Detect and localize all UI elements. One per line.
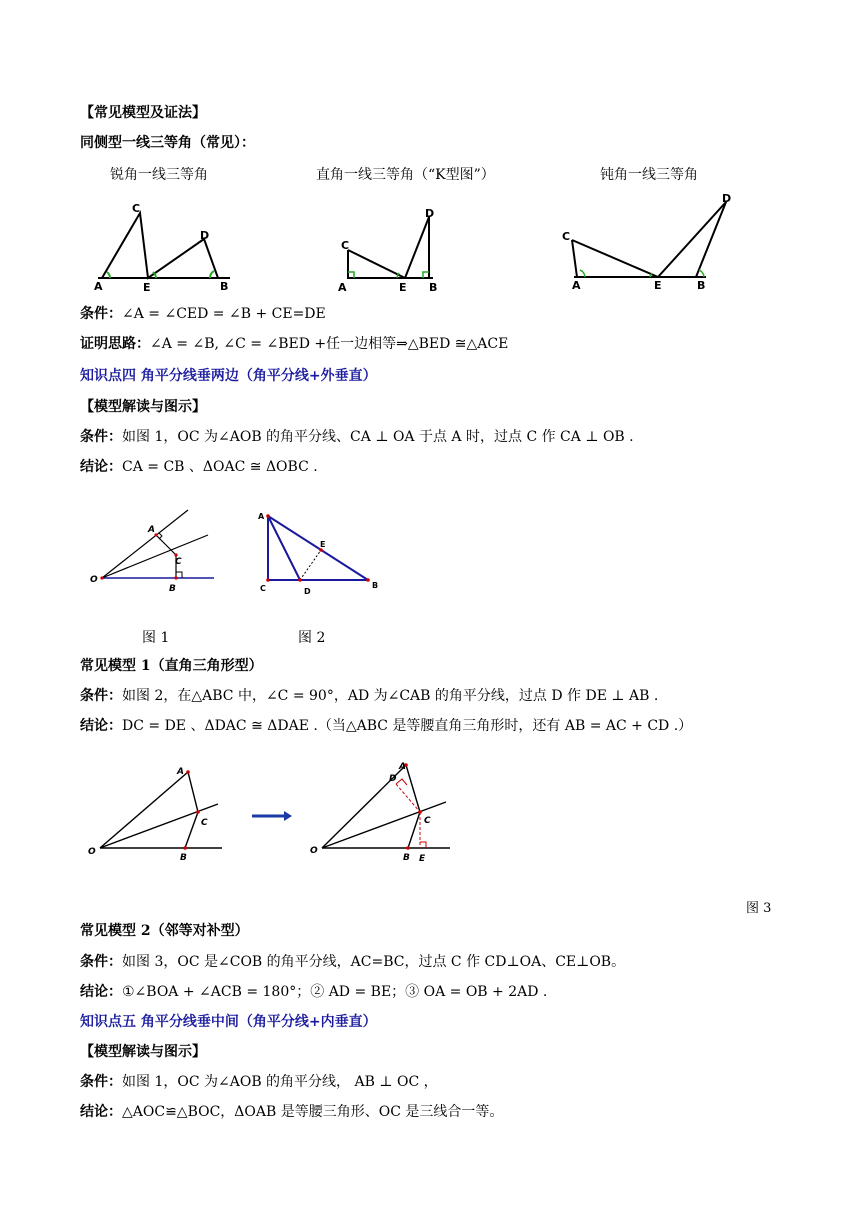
cond1-label: 条件： [80,306,122,322]
cond2-text: 如图 1，OC 为∠AOB 的角平分线、CA ⊥ OA 于点 A 时，过点 C 作 CA ⊥ OB . [122,429,634,445]
fig3-caption: 图 3 [746,901,772,916]
label-D: D [200,229,210,242]
label-D: D [722,192,732,205]
label-C: C [175,557,182,567]
label-A: A [258,512,265,521]
label-E: E [143,281,151,294]
condition-4 [80,953,625,971]
caption-right: 直角一线三等角（“K型图”） [316,167,495,183]
cond1-text: ∠A = ∠CED = ∠B + CE=DE [122,306,326,322]
label-C: C [341,239,350,252]
label-C: C [201,818,208,828]
concl2-text: CA = CB 、ΔOAC ≅ ΔOBC . [122,459,318,475]
condition-2 [80,428,634,446]
conclusion-2 [80,458,318,476]
label-C: C [424,816,431,826]
cond5-label: 条件： [80,1074,122,1090]
label-E: E [320,540,326,549]
conclusion-4 [80,983,547,1001]
label-C: C [562,230,571,243]
knowledge-point-4-title: 知识点四 角平分线垂两边（角平分线+外垂直） [80,368,377,384]
proof-text: ∠A = ∠B, ∠C = ∠BED +任一边相等⇒△BED ≅△ACE [150,336,509,352]
proof-label: 证明思路： [80,336,150,352]
figure-3-left [88,762,238,867]
model-read-title-1: 【模型解读与图示】 [80,399,206,415]
concl4-label: 结论： [80,984,122,1000]
condition-5 [80,1073,438,1091]
label-A: A [177,767,184,777]
caption-obtuse: 钝角一线三等角 [600,167,698,183]
label-B: B [372,581,379,590]
label-B: B [697,279,706,292]
label-B: B [403,853,410,863]
label-D: D [389,774,397,784]
caption-acute: 锐角一线三等角 [110,167,208,183]
concl3-label: 结论： [80,718,122,734]
label-B: B [429,281,438,294]
label-D: D [304,587,311,596]
label-O: O [310,846,318,856]
model-read-title-2: 【模型解读与图示】 [80,1044,206,1060]
label-D: D [425,207,435,220]
label-E: E [654,279,662,292]
fig2-caption: 图 2 [298,630,326,646]
cond3-label: 条件： [80,688,122,704]
section-common-models: 【常见模型及证法】 [80,105,206,121]
label-C: C [260,584,266,593]
concl4-text: ①∠BOA + ∠ACB = 180°；② AD = BE；③ OA = OB + 2AD . [122,984,548,1000]
label-A: A [399,762,406,772]
concl2-label: 结论： [80,459,122,475]
model-1-title: 常见模型 1（直角三角形型） [80,658,263,674]
right-arrow-icon [250,810,294,822]
label-C: C [132,202,141,215]
figure-right-three-angles [335,205,455,295]
label-E: E [419,854,426,864]
label-B: B [220,280,229,293]
label-A: A [572,279,581,292]
figure-3-right [310,757,460,867]
label-B: B [180,853,187,863]
knowledge-point-5-title: 知识点五 角平分线垂中间（角平分线+内垂直） [80,1014,377,1030]
label-O: O [90,575,98,585]
proof-idea [80,335,508,353]
figure-1-angle-bisector [90,505,230,595]
label-A: A [338,281,347,294]
label-A: A [94,280,103,293]
same-side-title: 同侧型一线三等角（常见）： [80,135,255,151]
concl3-text: DC = DE 、ΔDAC ≅ ΔDAE .（当△ABC 是等腰直角三角形时，还有 AB = AC + CD .） [122,718,693,734]
conclusion-3 [80,717,692,735]
condition-3 [80,687,658,705]
conclusion-5 [80,1103,503,1121]
figure-acute-three-angles [80,195,250,295]
fig1-caption: 图 1 [142,630,170,646]
concl5-text: △AOC≌△BOC，ΔOAB 是等腰三角形、OC 是三线合一等。 [122,1104,504,1120]
label-B: B [169,584,176,594]
figure-obtuse-three-angles [560,190,740,295]
concl5-label: 结论： [80,1104,122,1120]
cond5-text: 如图 1，OC 为∠AOB 的角平分线， AB ⊥ OC ， [122,1074,438,1090]
label-O: O [88,847,96,857]
cond4-label: 条件： [80,954,122,970]
label-E: E [399,281,407,294]
condition-1 [80,305,326,323]
cond3-text: 如图 2，在△ABC 中，∠C = 90°，AD 为∠CAB 的角平分线，过点 D 作 DE ⊥ AB . [122,688,659,704]
figure-2-right-triangle [258,510,388,600]
cond4-text: 如图 3，OC 是∠COB 的角平分线，AC=BC，过点 C 作 CD⊥OA、CE⊥OB。 [122,954,626,970]
label-A: A [148,525,155,535]
cond2-label: 条件： [80,429,122,445]
model-2-title: 常见模型 2（邻等对补型） [80,923,249,939]
